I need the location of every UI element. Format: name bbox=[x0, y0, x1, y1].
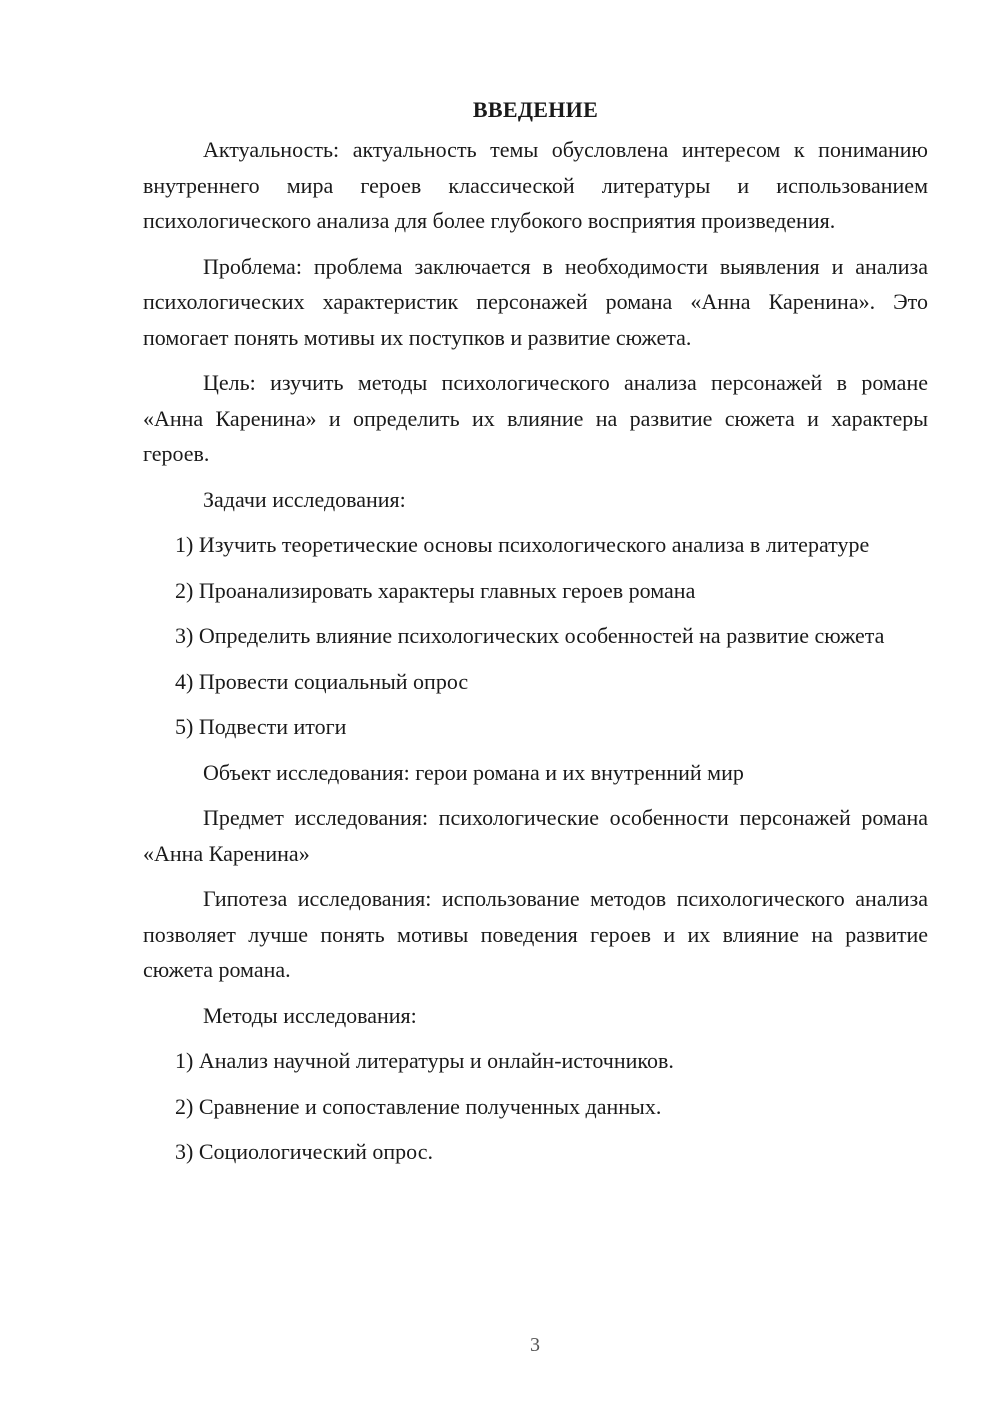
document-page bbox=[143, 92, 928, 1180]
page-title: ВВЕДЕНИЕ bbox=[472, 97, 599, 122]
paragraph-tasks-heading: Задачи исследования: bbox=[203, 486, 406, 512]
list-item-task-1: 1) Изучить теоретические основы психологического анализа в литературе bbox=[175, 532, 870, 557]
paragraph-methods-heading: Методы исследования: bbox=[203, 1002, 417, 1028]
paragraph-subject: Предмет исследования: психологические особенности персонажей романа «Анна Каренина» bbox=[143, 805, 928, 866]
list-item-method-2: 2) Сравнение и сопоставление полученных данных. bbox=[175, 1093, 662, 1119]
paragraph-problem: Проблема: проблема заключается в необходимости выявления и анализа психологических характеристик персонажей романа «Анна Каренина». Это помогает понять мотивы их поступков и развитие сюжета. bbox=[143, 253, 928, 350]
list-item-method-3: 3) Социологический опрос. bbox=[175, 1139, 433, 1164]
list-item-task-4: 4) Провести социальный опрос bbox=[175, 668, 469, 694]
paragraph-hypothesis: Гипотеза исследования: использование методов психологического анализа позволяет лучше понять мотивы поведения героев и их влияние на развитие сюжета романа. bbox=[143, 886, 928, 982]
paragraph-goal: Цель: изучить методы психологического анализа персонажей в романе «Анна Каренина» и определить их влияние на развитие сюжета и характеры героев. bbox=[143, 370, 928, 466]
list-item-task-5: 5) Подвести итоги bbox=[175, 714, 347, 739]
page-number: 3 bbox=[530, 1334, 540, 1356]
paragraph-object: Объект исследования: герои романа и их внутренний мир bbox=[203, 759, 744, 785]
paragraph-relevance: Актуальность: актуальность темы обусловлена интересом к пониманию внутреннего мира героев классической литературы и использованием психологического анализа для более глубокого восприятия произведения. bbox=[143, 137, 928, 233]
list-item-task-2: 2) Проанализировать характеры главных героев романа bbox=[175, 577, 696, 603]
list-item-method-1: 1) Анализ научной литературы и онлайн-источников. bbox=[175, 1048, 674, 1073]
list-item-task-3: 3) Определить влияние психологических особенностей на развитие сюжета bbox=[175, 623, 885, 648]
